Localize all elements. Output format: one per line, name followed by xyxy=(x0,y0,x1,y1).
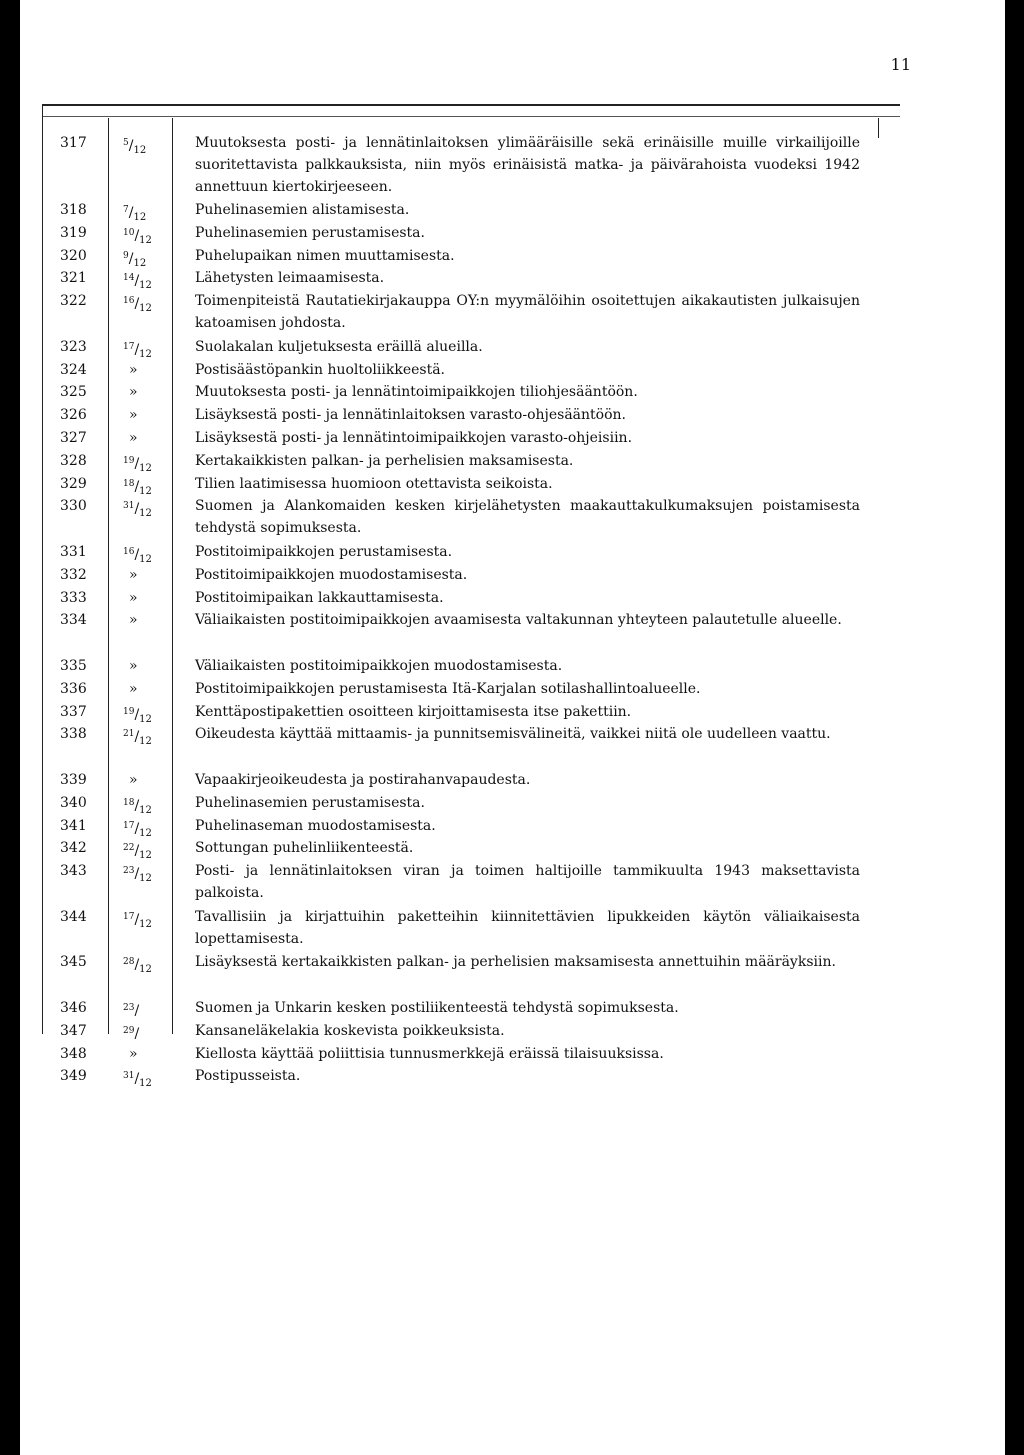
date-day: 29 xyxy=(123,1025,135,1036)
date-month: 12 xyxy=(139,804,152,816)
entry-number: 321 xyxy=(60,270,87,287)
entry-date xyxy=(123,906,183,936)
date-month: 12 xyxy=(139,303,152,315)
ditto-mark: » xyxy=(129,657,138,674)
entry-date xyxy=(123,1043,183,1065)
document-page xyxy=(20,0,1005,1455)
date-day: 23 xyxy=(123,1002,135,1013)
entry-title: Suolakalan kuljetuksesta eräillä alueilla. xyxy=(195,338,483,355)
entry-title: Kenttäpostipakettien osoitteen kirjoittamisesta itse pakettiin. xyxy=(195,703,632,720)
date-month: 12 xyxy=(139,918,152,930)
entry-number: 334 xyxy=(60,612,87,629)
entry-number: 323 xyxy=(60,338,87,355)
entry-date xyxy=(123,678,183,700)
date-month: 12 xyxy=(139,736,152,748)
entry-number: 340 xyxy=(60,794,87,811)
ditto-mark: » xyxy=(129,612,138,629)
date-day: 31 xyxy=(123,1071,135,1082)
entry-title: Lähetysten leimaamisesta. xyxy=(195,270,385,287)
entry-title: Toimenpiteistä Rautatiekirjakauppa OY:n myymälöihin osoitettujen aikakautisten julkaisujen katoamisen johdosta. xyxy=(195,293,860,332)
right-border-stub xyxy=(878,118,879,138)
entry-date xyxy=(123,564,183,586)
entry-number: 338 xyxy=(60,726,87,743)
entry-title: Postipusseista. xyxy=(195,1068,301,1085)
date-slash: / xyxy=(128,250,134,267)
date-month: 12 xyxy=(139,485,152,497)
date-day: 17 xyxy=(123,341,135,352)
entry-number: 327 xyxy=(60,429,87,446)
entry-title: Puhelupaikan nimen muuttamisesta. xyxy=(195,247,455,264)
entry-number: 319 xyxy=(60,224,87,241)
date-day: 7 xyxy=(123,204,129,215)
entry-title: Postitoimipaikkojen perustamisesta. xyxy=(195,543,453,560)
entry-title: Posti- ja lennätinlaitoksen viran ja toimen haltijoille tammikuulta 1943 maksettavista palkoista. xyxy=(195,863,860,902)
entry-date xyxy=(123,951,183,981)
date-day: 18 xyxy=(123,478,135,489)
date-slash: / xyxy=(134,501,140,518)
entry-title: Sottungan puhelinliikenteestä. xyxy=(195,840,414,857)
entry-title: Muutoksesta posti- ja lennätintoimipaikkojen tiliohjesääntöön. xyxy=(195,384,638,401)
date-day: 19 xyxy=(123,706,135,717)
entry-date xyxy=(123,609,183,631)
date-slash: / xyxy=(134,1071,140,1088)
date-slash: / xyxy=(134,1025,140,1042)
entry-number: 342 xyxy=(60,840,87,857)
date-slash: / xyxy=(134,341,140,358)
entry-title: Suomen ja Unkarin kesken postiliikenteestä tehdystä sopimuksesta. xyxy=(195,999,679,1016)
entry-number: 343 xyxy=(60,863,87,880)
date-day: 16 xyxy=(123,546,135,557)
date-slash: / xyxy=(134,1002,140,1019)
entry-number: 348 xyxy=(60,1045,87,1062)
date-slash: / xyxy=(134,957,140,974)
date-day: 18 xyxy=(123,797,135,808)
entry-title: Muutoksesta posti- ja lennätinlaitoksen ylimääräisille sekä erinäisille muille virkailijoille suoritettavista palkkauksista, niin myös erinäisistä matka- ja päivärahoista vuodeksi 1942 annettuun kiertokirjeeseen. xyxy=(195,135,860,195)
date-month: 12 xyxy=(139,280,152,292)
date-day: 19 xyxy=(123,455,135,466)
entry-title: Vapaakirjeoikeudesta ja postirahanvapaudesta. xyxy=(195,771,531,788)
ditto-mark: » xyxy=(129,1045,138,1062)
entry-date xyxy=(123,1065,183,1095)
date-slash: / xyxy=(134,866,140,883)
entry-date xyxy=(123,723,183,753)
date-slash: / xyxy=(134,546,140,563)
ditto-mark: » xyxy=(129,429,138,446)
entry-number: 339 xyxy=(60,771,87,788)
entry-date xyxy=(123,427,183,449)
date-slash: / xyxy=(134,706,140,723)
date-day: 14 xyxy=(123,273,135,284)
date-day: 10 xyxy=(123,227,135,238)
date-day: 23 xyxy=(123,866,135,877)
entry-title: Kansaneläkelakia koskevista poikkeuksista. xyxy=(195,1022,505,1039)
date-slash: / xyxy=(134,729,140,746)
entry-title: Postitoimipaikkojen perustamisesta Itä-Karjalan sotilashallintoalueelle. xyxy=(195,680,701,697)
entry-number: 329 xyxy=(60,475,87,492)
entry-date xyxy=(123,404,183,426)
entry-number: 335 xyxy=(60,657,87,674)
entry-date xyxy=(123,495,183,525)
date-day: 17 xyxy=(123,911,135,922)
ditto-mark: » xyxy=(129,589,138,606)
left-border xyxy=(42,104,43,1034)
entry-title: Postisäästöpankin huoltoliikkeestä. xyxy=(195,361,446,378)
entry-date xyxy=(123,769,183,791)
date-day: 21 xyxy=(123,729,135,740)
ditto-mark: » xyxy=(129,384,138,401)
entry-title: Lisäyksestä kertakaikkisten palkan- ja perhelisien maksamisesta annettuihin määräyksiin. xyxy=(195,954,836,971)
date-month: 12 xyxy=(139,713,152,725)
date-slash: / xyxy=(134,911,140,928)
entry-title: Kiellosta käyttää poliittisia tunnusmerkkejä eräissä tilaisuuksissa. xyxy=(195,1045,664,1062)
entry-title: Postitoimipaikan lakkauttamisesta. xyxy=(195,589,444,606)
entry-number: 326 xyxy=(60,407,87,424)
date-month: 12 xyxy=(139,964,152,976)
entry-date xyxy=(123,359,183,381)
header-rule xyxy=(42,104,900,106)
entry-number: 325 xyxy=(60,384,87,401)
date-slash: / xyxy=(134,227,140,244)
date-slash: / xyxy=(128,204,134,221)
date-slash: / xyxy=(134,820,140,837)
date-month: 12 xyxy=(133,211,147,223)
entry-title: Lisäyksestä posti- ja lennätintoimipaikkojen varasto-ohjeisiin. xyxy=(195,429,633,446)
entry-date xyxy=(123,1020,183,1045)
entry-title: Kertakaikkisten palkan- ja perhelisien maksamisesta. xyxy=(195,452,574,469)
date-slash: / xyxy=(134,455,140,472)
date-day: 22 xyxy=(123,843,135,854)
date-month: 12 xyxy=(139,850,152,862)
entry-title: Suomen ja Alankomaiden kesken kirjelähetysten maakauttakulkumaksujen poistamisesta tehdystä sopimuksesta. xyxy=(195,498,860,537)
page-number: 11 xyxy=(890,55,911,74)
entry-number: 331 xyxy=(60,543,87,560)
date-month: 12 xyxy=(139,462,152,474)
date-day: 5 xyxy=(123,138,129,148)
date-month: 12 xyxy=(133,145,147,156)
date-slash: / xyxy=(134,478,140,495)
ditto-mark: » xyxy=(129,680,138,697)
entry-number: 328 xyxy=(60,452,87,469)
entry-title: Lisäyksestä posti- ja lennätinlaitoksen varasto-ohjesääntöön. xyxy=(195,407,626,424)
entry-number: 336 xyxy=(60,680,87,697)
date-month: 12 xyxy=(139,553,152,565)
entry-number: 337 xyxy=(60,703,87,720)
entry-title: Tilien laatimisessa huomioon otettavista seikoista. xyxy=(195,475,553,492)
date-day: 16 xyxy=(123,296,135,307)
date-month: 12 xyxy=(139,827,152,839)
entry-date xyxy=(123,860,183,890)
ditto-mark: » xyxy=(129,361,138,378)
column-divider-number xyxy=(108,118,109,1034)
entry-date xyxy=(123,290,183,320)
entry-title: Oikeudesta käyttää mittaamis- ja punnitsemisvälineitä, vaikkei niitä ole uudelleen vaattu. xyxy=(195,726,831,743)
ditto-mark: » xyxy=(129,407,138,424)
entry-number: 317 xyxy=(60,135,87,151)
entry-number: 333 xyxy=(60,589,87,606)
entry-title: Puhelinasemien perustamisesta. xyxy=(195,224,425,241)
date-slash: / xyxy=(134,273,140,290)
entry-number: 347 xyxy=(60,1022,87,1039)
date-slash: / xyxy=(134,843,140,860)
entry-number: 341 xyxy=(60,817,87,834)
date-month: 12 xyxy=(139,348,152,360)
entry-title: Postitoimipaikkojen muodostamisesta. xyxy=(195,566,468,583)
entry-date xyxy=(123,132,183,162)
date-day: 31 xyxy=(123,501,135,512)
date-month: 12 xyxy=(139,234,152,246)
entry-number: 344 xyxy=(60,908,87,925)
entry-title: Väliaikaisten postitoimipaikkojen muodostamisesta. xyxy=(195,657,563,674)
entry-number: 318 xyxy=(60,201,87,218)
entry-number: 322 xyxy=(60,293,87,310)
date-slash: / xyxy=(128,138,134,154)
entry-date xyxy=(123,587,183,609)
date-month: 12 xyxy=(133,257,147,269)
entry-date xyxy=(123,381,183,403)
date-month: 12 xyxy=(139,1078,152,1090)
date-month: 12 xyxy=(139,508,152,520)
ditto-mark: » xyxy=(129,771,138,788)
entry-number: 346 xyxy=(60,999,87,1016)
entry-number: 324 xyxy=(60,361,87,378)
entry-title: Tavallisiin ja kirjattuihin paketteihin kiinnitettävien lipukkeiden käytön väliaikaisesta lopettamisesta. xyxy=(195,908,860,947)
entry-title: Väliaikaisten postitoimipaikkojen avaamisesta valtakunnan yhteyteen palautetulle alueelle. xyxy=(195,612,842,629)
ditto-mark: » xyxy=(129,566,138,583)
entry-date xyxy=(123,997,183,1022)
entry-title: Puhelinasemien alistamisesta. xyxy=(195,201,410,218)
entry-title: Puhelinaseman muodostamisesta. xyxy=(195,817,436,834)
entry-number: 320 xyxy=(60,247,87,264)
date-slash: / xyxy=(134,296,140,313)
entry-number: 330 xyxy=(60,498,87,515)
entry-number: 345 xyxy=(60,954,87,971)
date-month: 12 xyxy=(139,873,152,885)
entry-title: Puhelinasemien perustamisesta. xyxy=(195,794,425,811)
header-rule-thin xyxy=(42,116,900,117)
date-day: 28 xyxy=(123,957,135,968)
entry-number: 349 xyxy=(60,1068,87,1085)
date-day: 17 xyxy=(123,820,135,831)
date-day: 9 xyxy=(123,250,129,261)
entry-date xyxy=(123,655,183,677)
date-slash: / xyxy=(134,797,140,814)
entry-number: 332 xyxy=(60,566,87,583)
